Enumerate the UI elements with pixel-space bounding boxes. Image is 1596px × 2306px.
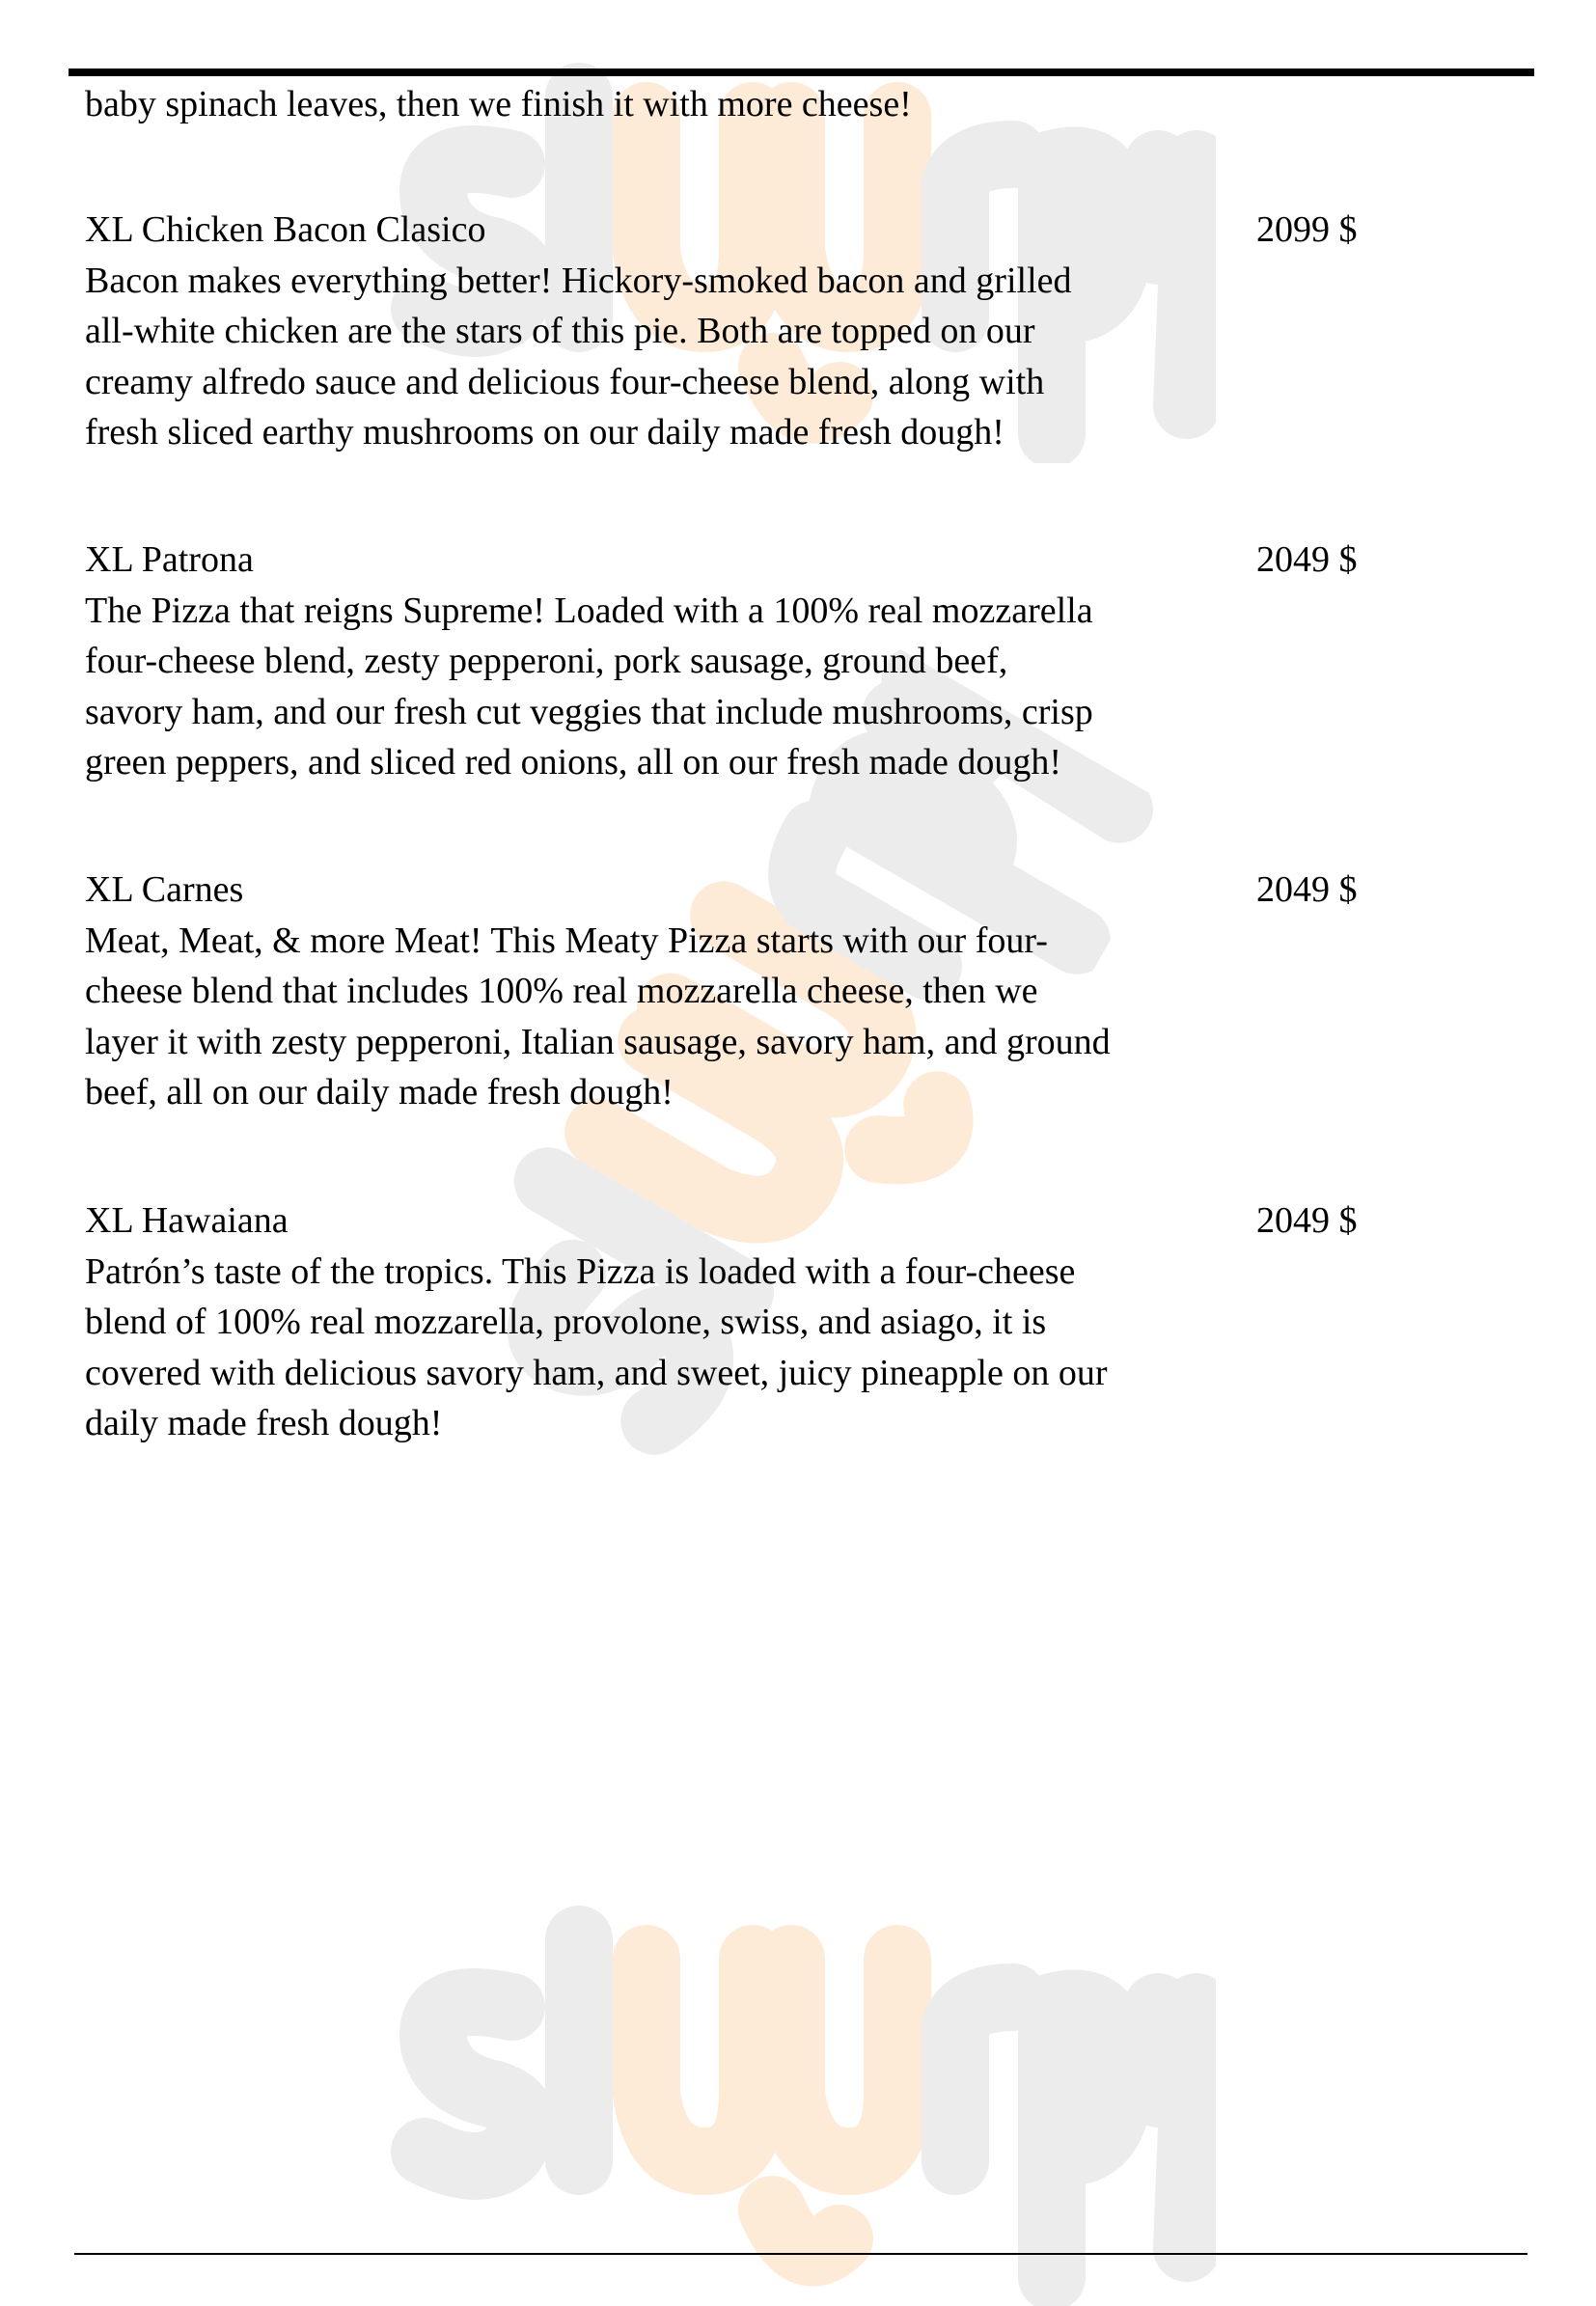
- item-description: [85, 586, 1243, 788]
- item-description: [85, 256, 1243, 458]
- menu-item: [0, 865, 1596, 1118]
- item-price: 2049 $: [1256, 869, 1358, 910]
- description-line: covered with delicious savory ham, and sweet, juicy pineapple on our: [85, 1352, 1108, 1393]
- top-rule: [69, 69, 1534, 76]
- description-line: four-cheese blend, zesty pepperoni, pork sausage, ground beef,: [85, 641, 1008, 682]
- menu-item: [0, 205, 1596, 458]
- item-price: 2049 $: [1256, 539, 1358, 580]
- item-title: XL Carnes: [85, 869, 244, 910]
- item-description: [85, 916, 1243, 1118]
- bottom-rule: [74, 2253, 1527, 2255]
- continued-description: baby spinach leaves, then we finish it with more cheese!: [85, 84, 912, 124]
- item-price: 2099 $: [1256, 209, 1358, 250]
- description-line: blend of 100% real mozzarella, provolone, swiss, and asiago, it is: [85, 1302, 1047, 1343]
- menu-item: [0, 535, 1596, 788]
- item-description: [85, 1247, 1243, 1449]
- item-price: 2049 $: [1256, 1200, 1358, 1241]
- item-title: XL Patrona: [85, 539, 254, 580]
- description-line: cheese blend that includes 100% real mozzarella cheese, then we: [85, 971, 1038, 1012]
- description-line: creamy alfredo sauce and delicious four-cheese blend, along with: [85, 361, 1045, 402]
- description-line: daily made fresh dough!: [85, 1403, 443, 1444]
- description-line: Bacon makes everything better! Hickory-smoked bacon and grilled: [85, 260, 1072, 301]
- description-line: The Pizza that reigns Supreme! Loaded with a 100% real mozzarella: [85, 590, 1093, 631]
- description-line: all-white chicken are the stars of this pie. Both are topped on our: [85, 311, 1035, 352]
- description-line: green peppers, and sliced red onions, all on our fresh made dough!: [85, 742, 1061, 783]
- slurpy-watermark-logo-bottom: [386, 1901, 1216, 2306]
- description-line: layer it with zesty pepperoni, Italian sausage, savory ham, and ground: [85, 1021, 1111, 1062]
- item-title: XL Hawaiana: [85, 1200, 289, 1241]
- item-title: XL Chicken Bacon Clasico: [85, 209, 486, 250]
- description-line: Patrón’s taste of the tropics. This Pizza is loaded with a four-cheese: [85, 1250, 1076, 1292]
- description-line: Meat, Meat, & more Meat! This Meaty Pizza starts with our four-: [85, 920, 1048, 961]
- description-line: beef, all on our daily made fresh dough!: [85, 1072, 674, 1113]
- menu-item: [0, 1195, 1596, 1449]
- description-line: savory ham, and our fresh cut veggies that include mushrooms, crisp: [85, 691, 1093, 732]
- description-line: fresh sliced earthy mushrooms on our daily made fresh dough!: [85, 412, 1004, 453]
